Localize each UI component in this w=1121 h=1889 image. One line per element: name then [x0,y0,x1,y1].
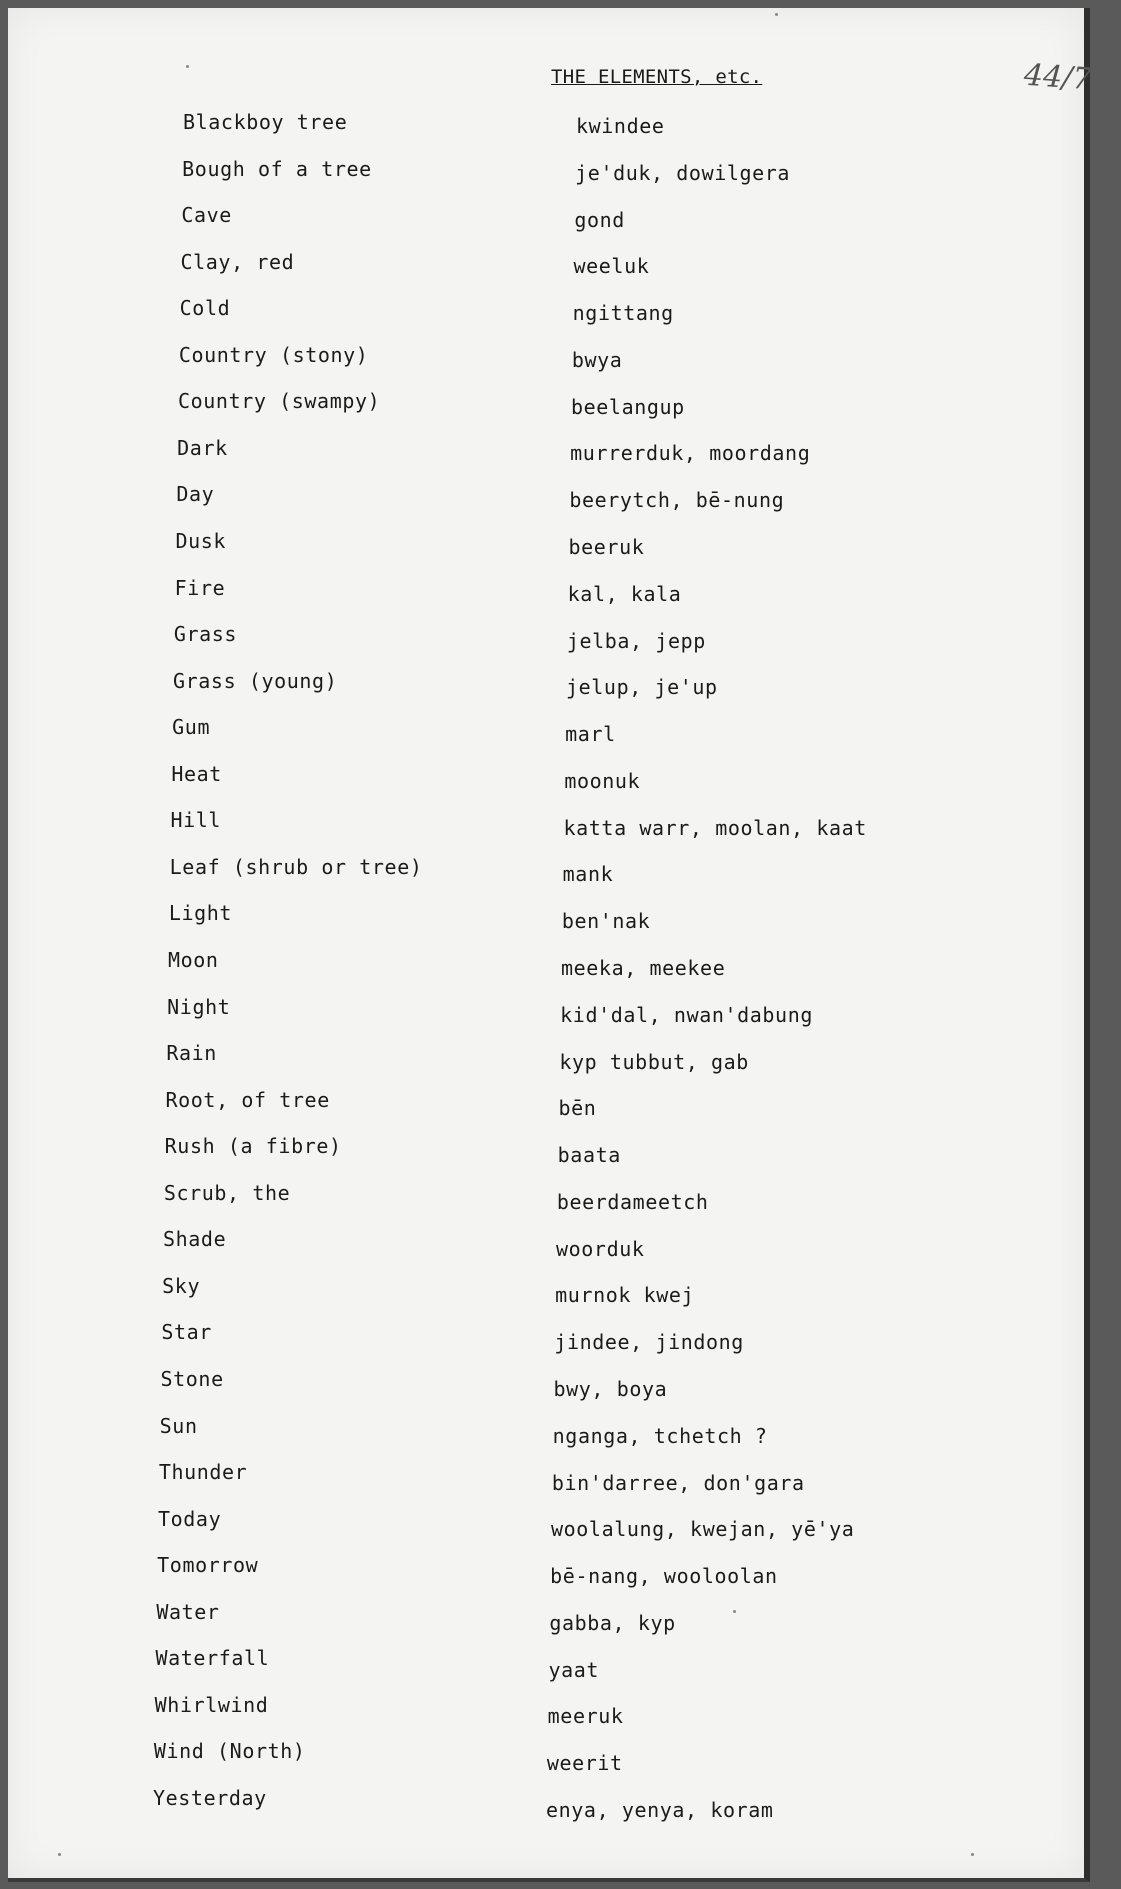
aboriginal-term: beerdameetch [556,1189,709,1214]
english-term: Night [167,994,231,1019]
aboriginal-term: woorduk [556,1236,645,1261]
english-term: Sun [159,1413,198,1438]
aboriginal-term: beeruk [568,535,645,559]
english-term: Wind (North) [153,1739,306,1764]
aboriginal-term: meeka, meekee [561,956,726,980]
speck [186,65,189,68]
aboriginal-term: murnok kwej [555,1283,695,1308]
aboriginal-term: ben'nak [561,909,651,934]
aboriginal-term: gond [574,207,625,232]
aboriginal-term: kyp tubbut, gab [559,1049,749,1074]
english-term: Star [161,1320,212,1345]
speck [733,1610,736,1613]
english-term: Waterfall [155,1646,270,1671]
english-term: Dark [177,435,228,460]
english-term: Shade [163,1227,227,1252]
english-term: Heat [171,761,222,786]
folio-number: 44/7 [1022,57,1093,98]
aboriginal-term: beerytch, bē-nung [569,488,785,513]
aboriginal-term: katta warr, moolan, kaat [563,815,867,840]
aboriginal-term: je'duk, dowilgera [575,160,791,185]
english-term: Tomorrow [157,1553,259,1578]
english-term: Thunder [158,1460,248,1485]
english-term: Root, of tree [165,1087,330,1112]
speck [58,1853,61,1856]
english-term: Light [168,901,233,926]
english-term: Grass (young) [173,668,338,693]
aboriginal-term: jelup, je'up [566,675,718,700]
page-title: THE ELEMENTS, etc. [551,66,763,88]
english-term: Dusk [175,529,227,553]
aboriginal-term: beelangup [571,394,685,419]
english-term: Cave [181,203,232,228]
english-term: Water [156,1599,220,1624]
english-term: Moon [168,948,219,972]
aboriginal-term: weeluk [573,254,650,279]
english-term: Whirlwind [154,1692,269,1717]
aboriginal-term: bwy, boya [553,1377,668,1401]
english-term: Fire [174,575,226,600]
aboriginal-term: mank [562,862,614,887]
aboriginal-term: bē-nang, wooloolan [550,1564,778,1589]
english-term: Bough of a tree [182,156,372,181]
aboriginal-term: kid'dal, nwan'dabung [560,1002,813,1027]
english-term: Scrub, the [163,1180,291,1205]
aboriginal-term: ngittang [572,301,674,326]
aboriginal-term: bin'darree, don'gara [551,1470,805,1495]
aboriginal-term: baata [557,1143,621,1168]
english-term: Country (swampy) [178,389,381,414]
aboriginal-term: enya, yenya, koram [546,1798,774,1822]
aboriginal-term: yaat [548,1657,600,1682]
document-page [8,8,1093,1882]
english-term: Clay, red [180,249,295,274]
english-term: Cold [179,296,231,321]
aboriginal-term: woolalung, kwejan, yē'ya [551,1517,855,1542]
english-term: Rain [166,1041,217,1066]
english-term: Yesterday [153,1786,267,1810]
aboriginal-term: marl [565,722,616,747]
english-term: Sky [162,1273,201,1298]
english-term: Blackboy tree [183,110,348,134]
english-term: Hill [170,808,222,833]
aboriginal-term: jelba, jepp [566,628,706,653]
aboriginal-term: moonuk [564,768,641,793]
aboriginal-term: bwya [571,347,623,372]
english-term: Leaf (shrub or tree) [169,854,423,879]
aboriginal-term: weerit [546,1751,623,1776]
speck [971,1853,974,1856]
aboriginal-term: meeruk [547,1704,624,1729]
aboriginal-term: murrerduk, moordang [570,441,811,466]
aboriginal-term: jindee, jindong [554,1330,744,1355]
english-term: Rush (a fibre) [164,1134,342,1159]
english-term: Today [158,1506,222,1531]
aboriginal-term: nganga, tchetch ? [552,1423,768,1448]
english-term: Stone [160,1367,224,1391]
aboriginal-term: kwindee [576,114,665,138]
english-term: Gum [172,715,211,740]
aboriginal-term: bēn [558,1096,597,1121]
aboriginal-term: kal, kala [567,581,682,606]
english-term: Country (stony) [178,342,369,367]
aboriginal-term: gabba, kyp [549,1610,676,1635]
english-term: Grass [173,622,238,647]
english-term: Day [176,482,215,507]
